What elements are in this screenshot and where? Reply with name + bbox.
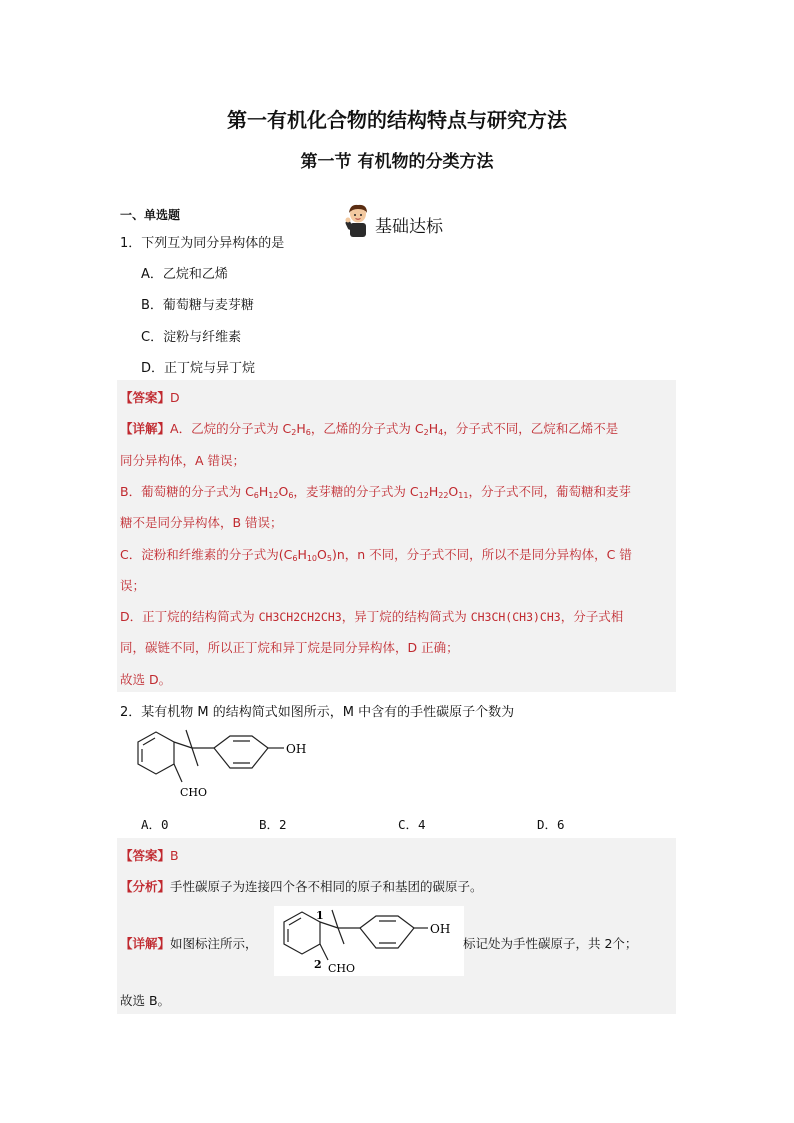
question-2-answer: [120, 846, 179, 864]
badge-label: 基础达标: [375, 217, 443, 237]
detail-line-c1: C．淀粉和纤维素的分子式为$(C_6H_{10}O_5)n$，n 不同，分子式不同，所以不是同分异构体，C 错: [120, 547, 632, 563]
question-type-label: 一、单选题: [120, 208, 181, 222]
analysis-tag: 【分析】: [120, 879, 171, 894]
detail-tag: 【详解】: [120, 421, 171, 436]
question-2-option-a: A．0: [141, 817, 169, 832]
level-badge: [343, 204, 443, 238]
question-2-conclusion: 故选 B。: [120, 993, 171, 1008]
detail-line-a2: 同分异构体，A 错误；: [120, 453, 246, 468]
question-1-option-b: B．葡萄糖与麦芽糖: [141, 298, 254, 313]
question-1-option-d: D．正丁烷与异丁烷: [141, 361, 256, 376]
question-2-detail-end: 标记处为手性碳原子，共 2个；: [463, 936, 638, 951]
question-1-stem: 1．下列互为同分异构体的是: [120, 236, 285, 251]
question-2-option-d: D．6: [537, 817, 565, 832]
molecule-m-annotated: [274, 906, 464, 976]
page-title: 第一有机化合物的结构特点与研究方法: [227, 108, 567, 132]
detail-tag: 【详解】: [120, 936, 171, 951]
question-1-option-c: C．淀粉与纤维素: [141, 330, 242, 345]
question-1-option-a: A．乙烷和乙烯: [141, 267, 228, 282]
question-2-stem: 2．某有机物 M 的结构简式如图所示，M 中含有的手性碳原子个数为: [120, 705, 515, 720]
hydroxyl-label: OH: [286, 742, 307, 756]
answer-tag: 【答案】: [120, 390, 171, 405]
hydroxyl-label: OH: [430, 922, 451, 936]
chiral-mark-2: 2: [314, 958, 322, 971]
question-1-conclusion: 故选 D。: [120, 672, 172, 687]
molecule-m-structure: [118, 726, 318, 802]
detail-line-a1: 【详解】A．乙烷的分子式为 $C_2H_6$，乙烯的分子式为 $C_2H_4$，分子式不同，乙烷和乙烯不是: [120, 421, 619, 437]
detail-line-d2: 同，碳链不同，所以正丁烷和异丁烷是同分异构体，D 正确；: [120, 640, 459, 655]
question-1-answer: [120, 388, 180, 406]
detail-line-b1: B．葡萄糖的分子式为 $C_6H_{12}O_6$，麦芽糖的分子式为 $C_{12}H_{22}O_{11}$，分子式不同，葡萄糖和麦芽: [120, 484, 631, 500]
answer-value: D: [170, 390, 180, 405]
answer-tag: 【答案】: [120, 848, 171, 863]
answer-value: B: [170, 848, 179, 863]
question-2-analysis: 【分析】手性碳原子为连接四个各不相同的原子和基团的碳原子。: [120, 879, 483, 894]
detail-line-b2: 糖不是同分异构体，B 错误；: [120, 515, 283, 530]
aldehyde-label: CHO: [180, 786, 208, 799]
aldehyde-label: CHO: [328, 962, 356, 975]
detail-line-c2: 误；: [120, 578, 146, 593]
chiral-mark-1: 1: [316, 909, 324, 922]
question-2-detail: 【详解】如图标注所示，: [120, 936, 258, 951]
detail-line-d1: D．正丁烷的结构简式为 CH3CH2CH2CH3，异丁烷的结构简式为 CH3CH(CH3)CH3，分子式相: [120, 609, 624, 624]
section-title: 第一节 有机物的分类方法: [300, 152, 494, 172]
question-2-option-c: C．4: [398, 817, 426, 832]
question-2-option-b: B．2: [259, 817, 287, 832]
student-icon: [343, 204, 373, 238]
